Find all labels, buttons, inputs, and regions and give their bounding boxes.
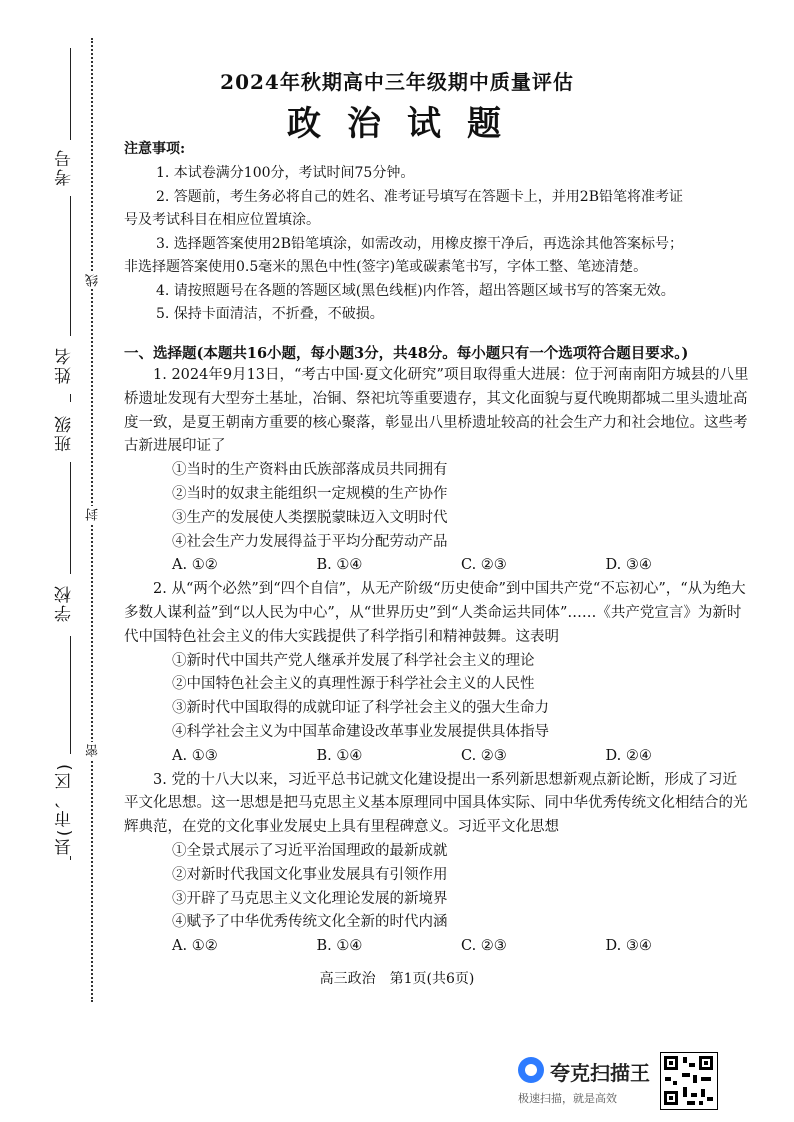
notice-item: 3. 选择题答案使用2B铅笔填涂，如需改动，用橡皮擦干净后，再选涂其他答案标号； bbox=[156, 236, 684, 252]
binding-line bbox=[70, 394, 71, 402]
section-title: 一、选择题(本题共16小题，每小题3分，共48分。每小题只有一个选项符合题目要求。) bbox=[124, 345, 689, 362]
question-option: ③新时代中国取得的成就印证了科学社会主义的强大生命力 bbox=[172, 700, 549, 717]
notice-item: 5. 保持卡面清洁，不折叠，不破损。 bbox=[156, 306, 384, 322]
cut-mark-secret: 密 bbox=[86, 744, 101, 757]
question-option: ②对新时代我国文化事业发展具有引领作用 bbox=[172, 866, 448, 883]
notice-item: 1. 本试卷满分100分，考试时间75分钟。 bbox=[156, 165, 415, 181]
cut-mark-seal: 封 bbox=[86, 508, 101, 521]
page-footer: 高三政治 第1页(共6页) bbox=[319, 971, 475, 987]
question-option: ②当时的奴隶主能组织一定规模的生产协作 bbox=[172, 485, 448, 502]
binding-line bbox=[70, 196, 71, 336]
question bbox=[124, 578, 750, 768]
choice-b: B. ①④ bbox=[316, 938, 363, 955]
question-option: ③生产的发展使人类摆脱蒙昧迈入文明时代 bbox=[172, 509, 448, 526]
notice-heading: 注意事项: bbox=[124, 141, 186, 157]
binding-line bbox=[70, 856, 71, 860]
answer-choices bbox=[124, 745, 750, 769]
choice-a: A. ①② bbox=[172, 557, 218, 574]
scanner-brand: 夸克扫描王 bbox=[550, 1061, 650, 1085]
choice-c: C. ②③ bbox=[461, 747, 507, 764]
qr-code-icon bbox=[660, 1052, 718, 1110]
binding-label-school: 学校 bbox=[55, 584, 75, 622]
cut-mark-line: 线 bbox=[86, 274, 101, 287]
answer-choices bbox=[124, 935, 750, 959]
notice-item: 4. 请按照题号在各题的答题区域(黑色线框)内作答，超出答题区域书写的答案无效。 bbox=[156, 283, 675, 299]
question-option: ④科学社会主义为中国革命建设改革事业发展提供具体指导 bbox=[172, 723, 549, 740]
choice-d: D. ③④ bbox=[605, 938, 652, 955]
question-stem: 1. 2024年9月13日，“考古中国·夏文化研究”项目取得重大进展：位于河南南阳方城县的八里桥遗址发现有大型夯土基址，冶铜、祭祀坑等重要遗存，其文化面貌与夏代晚期都城二里头遗址高度一致，是夏王朝南方重要的核心聚落，彰显出八里桥遗址较高的社会生产力和社会地位。这些考古新进展印证了 bbox=[124, 367, 749, 455]
subject-title: 政治试题 bbox=[287, 104, 527, 144]
notice-item: 非选择题答案使用0.5毫米的黑色中性(签字)笔或碳素笔书写，字体工整、笔迹清楚。 bbox=[124, 259, 648, 275]
choice-a: A. ①② bbox=[172, 938, 218, 955]
choice-d: D. ②④ bbox=[605, 747, 652, 764]
binding-label-exam-number: 考号 bbox=[55, 148, 75, 186]
choice-c: C. ②③ bbox=[461, 938, 507, 955]
question-stem: 3. 党的十八大以来，习近平总书记就文化建设提出一系列新思想新观点新论断，形成了习近平文化思想。这一思想是把马克思主义基本原理同中国具体实际、同中华优秀传统文化相结合的光辉典范，在党的文化事业发展史上具有里程碑意义。习近平文化思想 bbox=[124, 771, 748, 836]
question-option: ④社会生产力发展得益于平均分配劳动产品 bbox=[172, 533, 448, 550]
question-option: ①当时的生产资料由氏族部落成员共同拥有 bbox=[172, 462, 448, 479]
scanner-tagline: 极速扫描，就是高效 bbox=[518, 1092, 617, 1105]
question-option: ②中国特色社会主义的真理性源于科学社会主义的人民性 bbox=[172, 676, 535, 693]
choice-d: D. ③④ bbox=[605, 557, 652, 574]
notice-item: 号及考试科目在相应位置填涂。 bbox=[124, 212, 320, 228]
binding-label-county: 县(市、区) bbox=[55, 762, 75, 856]
questions bbox=[124, 364, 750, 959]
choice-a: A. ①③ bbox=[172, 747, 218, 764]
question-stem: 2. 从“两个必然”到“四个自信”，从无产阶级“历史使命”到中国共产党“不忘初心”，“从为绝大多数人谋利益”到“以人民为中心”，从“世界历史”到“人类命运共同体”……《共产党宣言》为新时代中国特色社会主义的伟大实践提供了科学指引和精神鼓舞。这表明 bbox=[124, 581, 746, 645]
notice-item: 2. 答题前，考生务必将自己的姓名、准考证号填写在答题卡上，并用2B铅笔将准考证 bbox=[156, 189, 684, 205]
answer-choices bbox=[124, 554, 750, 578]
exam-title: 2024年秋期高中三年级期中质量评估 bbox=[220, 70, 574, 94]
binding-line bbox=[70, 636, 71, 754]
question bbox=[124, 364, 750, 578]
choice-b: B. ①④ bbox=[316, 747, 363, 764]
question-option: ①全景式展示了习近平治国理政的最新成就 bbox=[172, 842, 448, 859]
question-option: ①新时代中国共产党人继承并发展了科学社会主义的理论 bbox=[172, 652, 535, 669]
choice-b: B. ①④ bbox=[316, 557, 363, 574]
choice-c: C. ②③ bbox=[461, 557, 507, 574]
scanner-logo-icon bbox=[518, 1057, 544, 1083]
binding-label-class: 班级 bbox=[55, 414, 75, 452]
binding-label-name: 姓名 bbox=[55, 346, 75, 384]
question bbox=[124, 769, 750, 959]
question-option: ③开辟了马克思主义文化理论发展的新境界 bbox=[172, 890, 448, 907]
question-option: ④赋予了中华优秀传统文化全新的时代内涵 bbox=[172, 914, 448, 931]
binding-line bbox=[70, 462, 71, 574]
